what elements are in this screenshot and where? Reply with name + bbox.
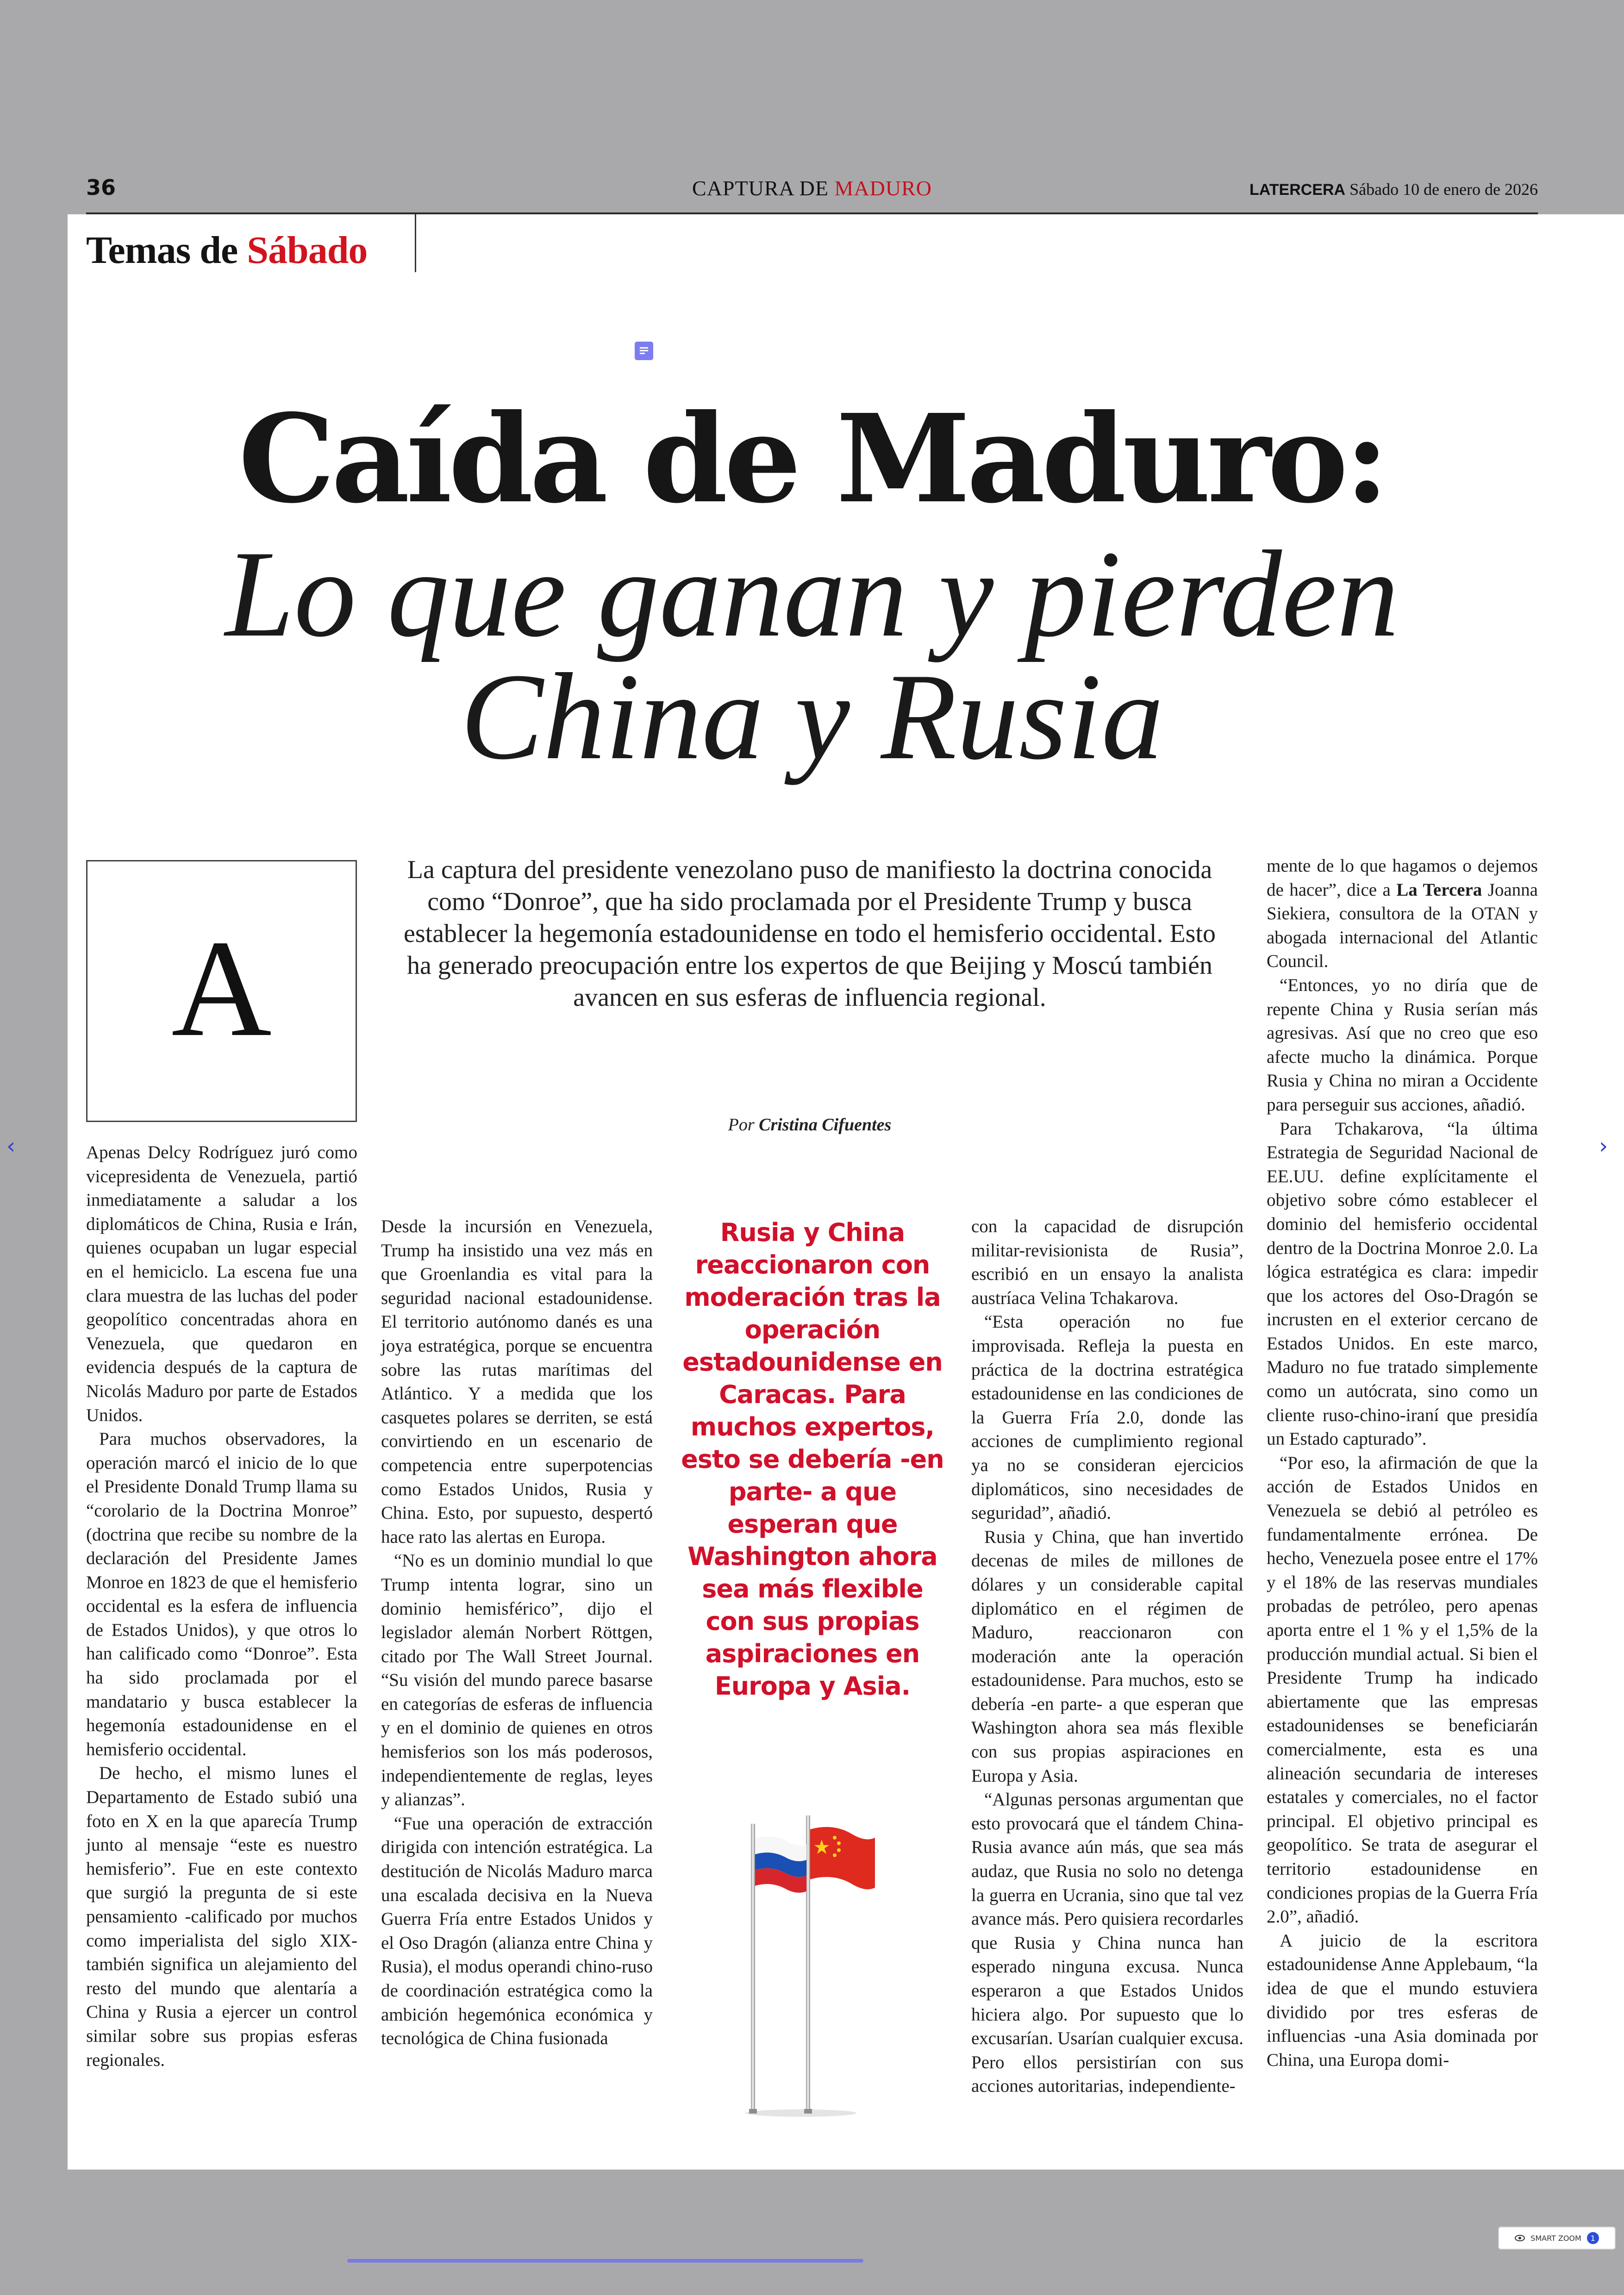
flag-pole: [806, 1815, 810, 2113]
kicker-highlight: Sábado: [247, 229, 368, 272]
text-run: mente de lo que hagamos o dejemos de hacer”, dice a: [1267, 856, 1538, 900]
russia-flag-icon: [755, 1836, 806, 1893]
subheadline-line-1: Lo que ganan y pierden: [225, 525, 1399, 662]
publication-date: Sábado 10 de enero de 2026: [1349, 180, 1538, 199]
smart-zoom-label: SMART ZOOM: [1530, 2233, 1581, 2243]
page-number: 36: [86, 175, 116, 200]
previous-page-arrow-icon[interactable]: ‹: [6, 1133, 16, 1159]
article-column-1: [86, 1141, 357, 2072]
pull-quote: Rusia y China reaccionaron con moderación tras la operación estadounidense en Caracas. Para muchos expertos, esto se debería -en parte- a que esperan que Washington ahora sea más flexible con sus propias aspiraciones en Europa y Asia.: [681, 1218, 944, 1701]
publication-line: [1249, 180, 1538, 199]
newspaper-name: La Tercera: [1396, 879, 1482, 900]
paragraph: Rusia y China, que han invertido decenas de miles de millones de dólares y un considerable capital diplomático en el régimen de Maduro, reaccionaron con moderación ante la operación estadounidense. Para muchos, esto se debería -en parte- a que esperan que Washington ahora sea más flexible con sus propias aspiraciones en Europa y Asia.: [971, 1527, 1243, 1786]
russia-china-flags-image: [722, 1805, 917, 2120]
paragraph: “Por eso, la afirmación de que la acción de Estados Unidos en Venezuela se debió al petróleo es fundamentalmente errónea. De hecho, Venezuela posee entre el 17% y el 18% de las reservas mundiales probadas de petróleo, pero apenas aporta entre el 1 % y el 1,5% de la producción mundial actual. Si bien el Presidente Trump ha indicado abiertamente que las empresas estadounidenses se beneficiarán comercialmente, esta es una alineación secundaria de intereses estatales y comerciales, no el factor principal. El objetivo principal es geopolítico. Se trata de asegurar el territorio estadounidense en condiciones propias de la Guerra Fría 2.0”, añadió.: [1267, 1453, 1538, 1927]
paragraph: Desde la incursión en Venezuela, Trump ha insistido una vez más en que Groenlandia es vital para la seguridad nacional estadounidense. El territorio autónomo danés es una joya estratégica, porque se encuentra sobre las rutas marítimas del Atlántico. Y a medida que los casquetes polares se derriten, se está convirtiendo en un escenario de competencia entre superpotencias como Estados Unidos, Rusia y China. Esto, por supuesto, despertó hace rato las alertas en Europa.: [381, 1216, 653, 1547]
subheadline: [0, 525, 1624, 785]
byline: [401, 1115, 1218, 1135]
paragraph: [1267, 854, 1538, 973]
paragraph: “Algunas personas argumentan que esto provocará que el tándem China-Rusia avance aún más, que sea más audaz, que Rusia no solo no detenga la guerra en Ucrania, sino que tal vez avance más. Pero quisiera recordarles que Rusia y China nunca han esperado ninguna excusa. Nunca esperaron a que Estados Unidos hiciera algo. Por supuesto que lo excusarían. Usarían cualquier excusa. Pero ellos persistirían con sus acciones autoritarias, independiente-: [971, 1790, 1243, 2096]
paragraph: “No es un dominio mundial lo que Trump intenta lograr, sino un dominio hemisférico”, dijo el legislador alemán Norbert Röttgen, citado por The Wall Street Journal. “Su visión del mundo parece basarse en categorías de esferas de influencia y en el dominio de quienes en otros hemisferios son los más poderosos, independientemente de reglas, leyes y alianzas”.: [381, 1551, 653, 1810]
dropcap-letter: A: [171, 911, 272, 1065]
section-kicker: [86, 228, 367, 273]
paragraph: Para Tchakarova, “la última Estrategia de Seguridad Nacional de EE.UU. define explícitamente el objetivo sobre cómo establecer el dominio del hemisferio occidental dentro de la Doctrina Monroe 2.0. La lógica estratégica es clara: impedir que los actores del Oso-Dragón se incrusten en el exterior cercano de Estados Unidos. En este marco, Maduro no fue tratado simplemente como un autócrata, sino como un cliente ruso-chino-iraní que presidía un Estado capturado”.: [1267, 1118, 1538, 1449]
publication-brand: LATERCERA: [1249, 181, 1346, 199]
next-page-arrow-icon[interactable]: ›: [1599, 1133, 1608, 1159]
paragraph: Apenas Delcy Rodríguez juró como vicepresidenta de Venezuela, partió inmediatamente a saludar a los diplomáticos de China, Rusia e Irán, quienes ocupaban un lugar especial en el hemiciclo. La escena fue una clara muestra de las luchas del poder geopolítico concentradas ahora en Venezuela, que quedaron en evidencia después de la captura de Nicolás Maduro por parte de Estados Unidos.: [86, 1142, 357, 1425]
paragraph: “Fue una operación de extracción dirigida con intención estratégica. La destitución de Nicolás Maduro marca una escalada decisiva en la Nueva Guerra Fría entre Estados Unidos y el Oso Dragón (alianza entre China y Rusia), el modus operandi chino-ruso de coordinación estratégica como la ambición hegemónica económica y tecnológica de China fusionada: [381, 1813, 653, 2049]
article-column-4: [971, 1215, 1243, 2098]
byline-author: Cristina Cifuentes: [759, 1115, 892, 1135]
kicker-prefix: Temas de: [86, 229, 247, 272]
section-title-highlight: MADURO: [834, 176, 932, 200]
paragraph: A juicio de la escritora estadounidense Anne Applebaum, “la idea de que el mundo estuviera dividido por tres esferas de influencias -una Asia dominada por China, una Europa domi-: [1267, 1930, 1538, 2070]
kicker-divider: [415, 214, 416, 272]
article-column-5: [1267, 854, 1538, 2072]
headline: Caída de Maduro:: [238, 387, 1386, 530]
paragraph: con la capacidad de disrupción militar-revisionista de Rusia”, escribió en un ensayo la analista austríaca Velina Tchakarova.: [971, 1216, 1243, 1308]
paragraph: “Esta operación no fue improvisada. Refleja la puesta en práctica de la doctrina estratégica estadounidense en las condiciones de la Guerra Fría 2.0, donde las acciones de cumplimiento regional ya no se consideran ejercicios diplomáticos, sino necesidades de seguridad”, añadió.: [971, 1312, 1243, 1523]
note-icon[interactable]: [635, 342, 653, 360]
section-title-prefix: CAPTURA DE: [692, 176, 835, 200]
article-deck: La captura del presidente venezolano puso de manifiesto la doctrina conocida como “Donroe”, que ha sido proclamada por el Presidente Trump y busca establecer la hegemonía estadounidense en todo el hemisferio occidental. Esto ha generado preocupación entre los expertos de que Beijing y Moscú también avancen en sus esferas de influencia regional.: [403, 855, 1216, 1012]
subheadline-line-2: China y Rusia: [460, 648, 1164, 785]
smart-zoom-button[interactable]: [1498, 2226, 1616, 2250]
paragraph: De hecho, el mismo lunes el Departamento de Estado subió una foto en X en la que aparecía Trump junto al mensaje “este es nuestro hemisferio”. Fue en este contexto que surgió la pregunta de si este pensamiento -calificado por muchos como imperialista del siglo XIX- también significa un alejamiento del resto del mundo que alentaría a China y Rusia a ejercer un control similar sobre sus propias esferas regionales.: [86, 1763, 357, 2070]
text-run: Joanna Siekiera, consultora de la OTAN y abogada internacional del Atlantic Council.: [1267, 879, 1538, 972]
china-flag-icon: [810, 1827, 875, 1890]
section-title: [556, 176, 1068, 200]
byline-prefix: Por: [728, 1115, 759, 1135]
smart-zoom-badge: 1: [1587, 2232, 1599, 2244]
paragraph: “Entonces, yo no diría que de repente China y Rusia serían más agresivas. Así que no creo que eso afecte mucho la dinámica. Porque Rusia y China no miran a Occidente para perseguir sus acciones, añadió.: [1267, 975, 1538, 1115]
flag-pole: [751, 1824, 755, 2113]
eye-icon: [1515, 2235, 1525, 2241]
page-progress-bar[interactable]: [347, 2259, 863, 2263]
article-column-2: [381, 1215, 653, 2051]
paragraph: Para muchos observadores, la operación marcó el inicio de lo que el Presidente Donald Trump llama su “corolario de la Doctrina Monroe” (doctrina que recibe su nombre de la declaración del Presidente James Monroe en 1823 de que el hemisferio occidental es la esfera de influencia de Estados Unidos), y que otros lo han calificado como “Donroe”. Esta ha sido proclamada por el mandatario y busca establecer la hegemonía estadounidense en el hemisferio occidental.: [86, 1429, 357, 1759]
